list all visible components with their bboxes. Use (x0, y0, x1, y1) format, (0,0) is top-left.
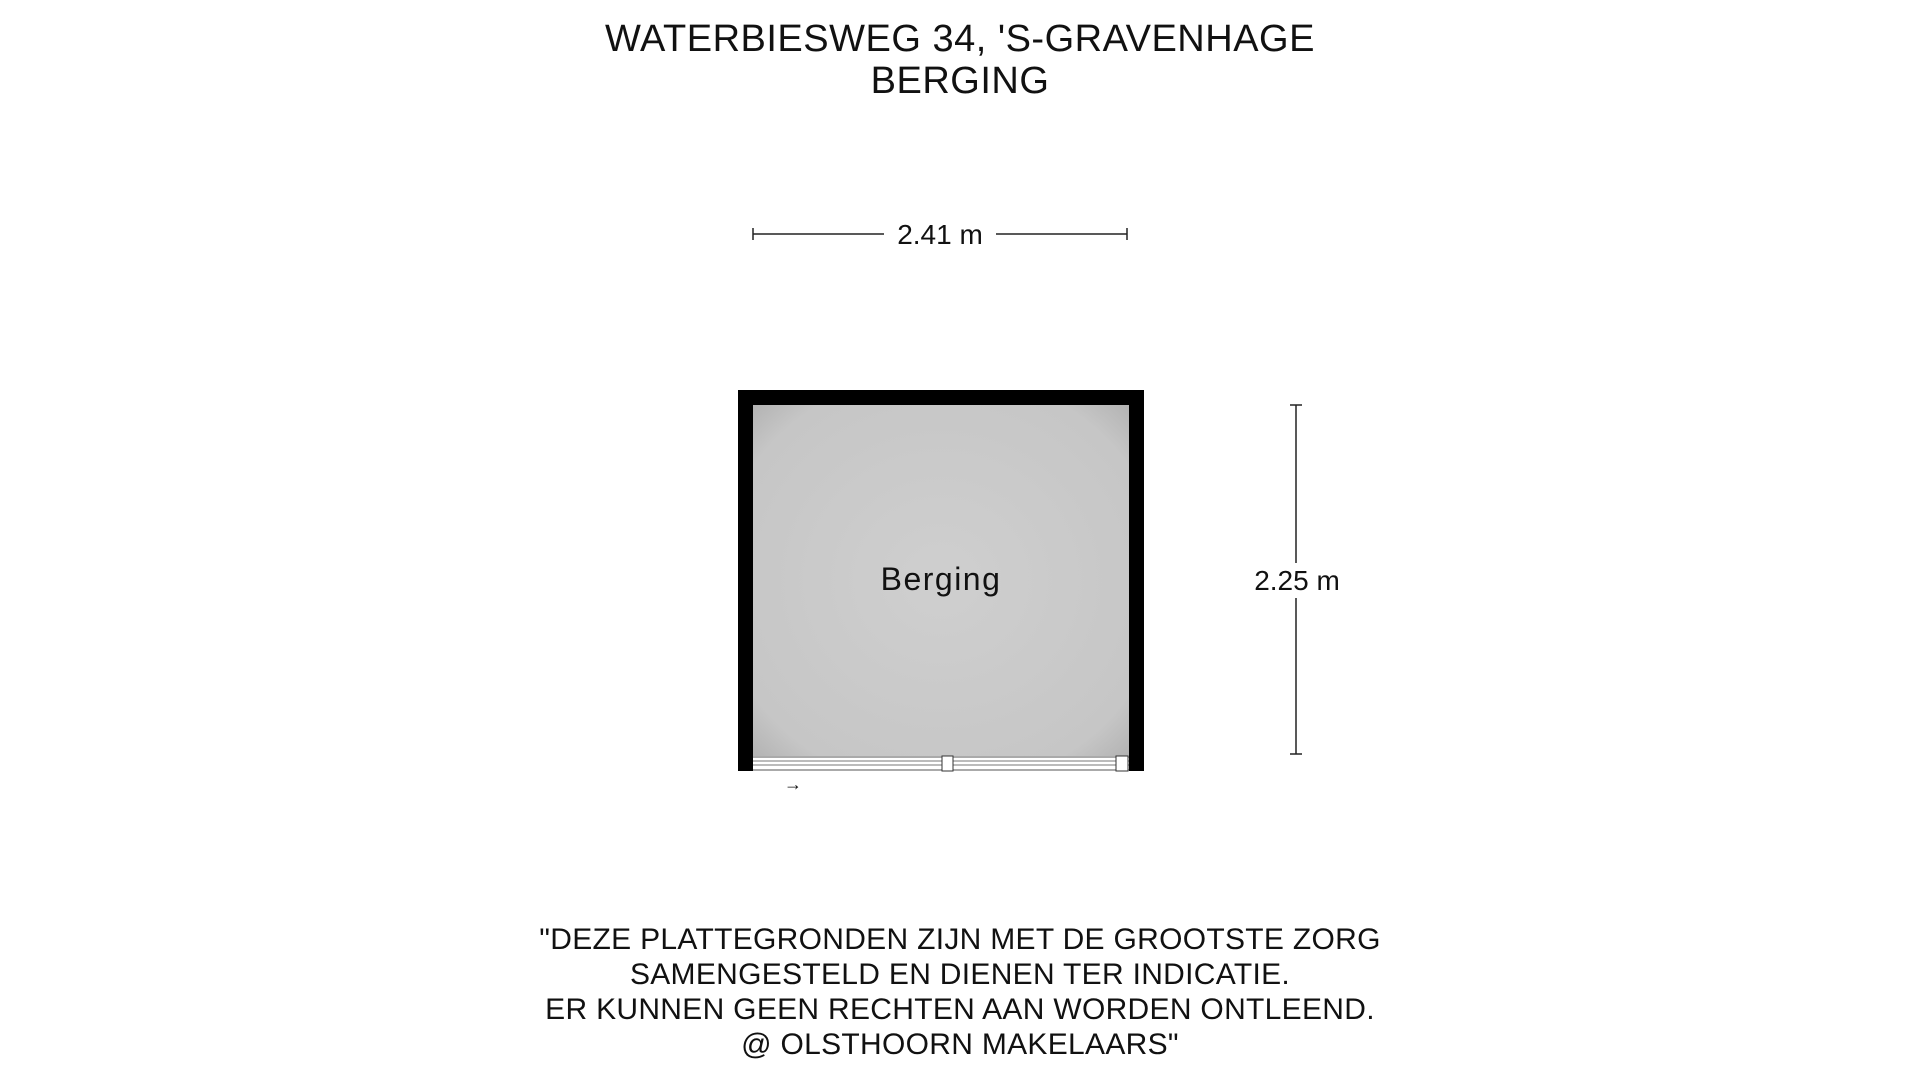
disclaimer-line: "DEZE PLATTEGRONDEN ZIJN MET DE GROOTSTE ZORG (539, 923, 1381, 956)
disclaimer-line: SAMENGESTELD EN DIENEN TER INDICATIE. (629, 958, 1291, 991)
width-dimension-label: 2.41 m (897, 219, 983, 250)
room-label: Berging (880, 561, 1002, 597)
disclaimer-line: ER KUNNEN GEEN RECHTEN AAN WORDEN ONTLEEND. (545, 993, 1375, 1026)
door-post-center (942, 756, 953, 771)
address-title: WATERBIESWEG 34, 'S-GRAVENHAGE (605, 18, 1315, 60)
disclaimer (0, 922, 1920, 1062)
door-opening (753, 756, 1129, 771)
width-dimension (753, 219, 1127, 250)
room-berging (738, 390, 1144, 771)
depth-dimension-label: 2.25 m (1254, 565, 1340, 596)
depth-dimension (1254, 405, 1340, 754)
door-post-right (1116, 756, 1128, 771)
disclaimer-line: @ OLSTHOORN MAKELAARS" (741, 1028, 1179, 1061)
floor-title: BERGING (870, 60, 1050, 102)
door-arrow-icon: → (784, 774, 802, 794)
